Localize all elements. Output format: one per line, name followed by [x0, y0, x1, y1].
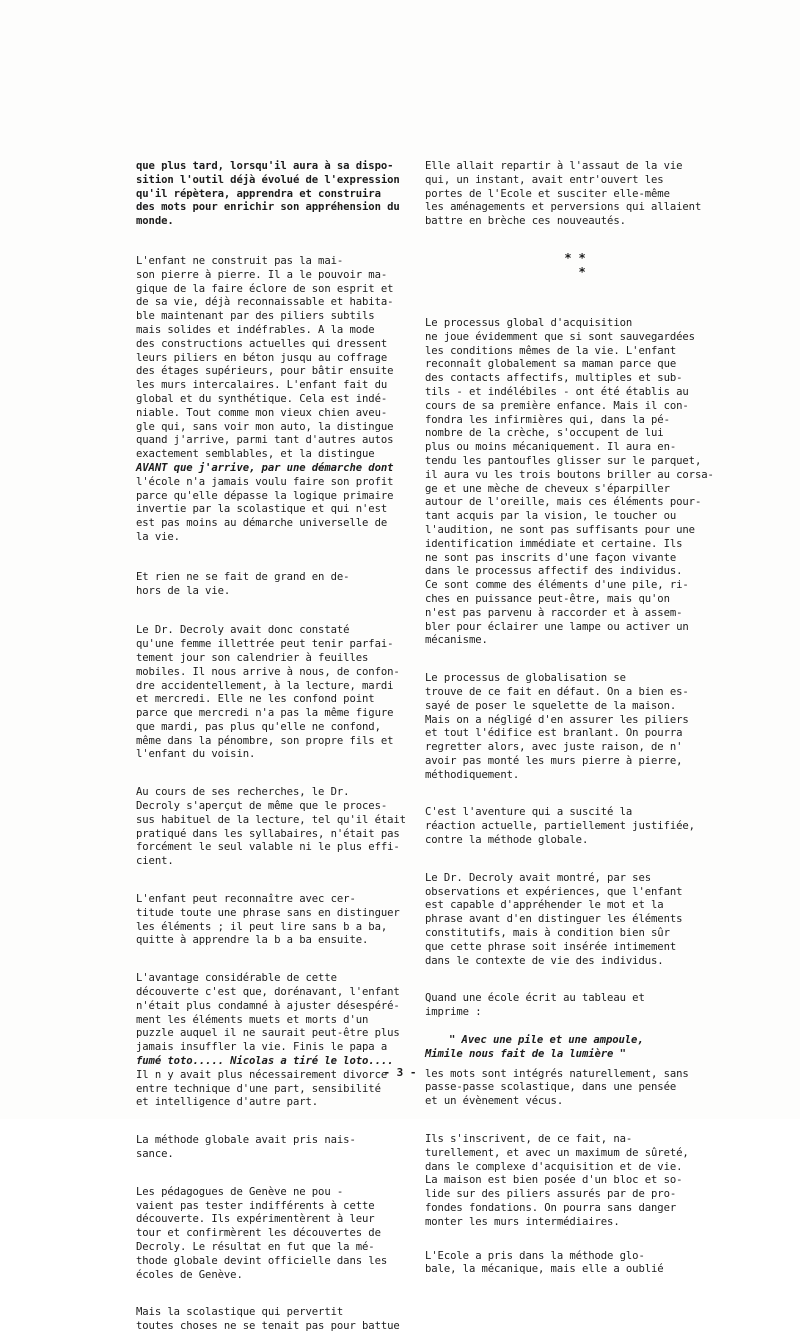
paragraph: [136, 1306, 400, 1334]
text-line: Le Dr. Decroly avait donc constaté: [136, 624, 350, 637]
text-line: découverte. Ils expérimentèrent à leur: [136, 1213, 375, 1226]
text-line: plus ou moins mécaniquement. Il aura en-: [425, 441, 677, 454]
text-line: thode globale devint officielle dans les: [136, 1254, 388, 1267]
text-line: des contacts affectifs, multiples et sub-: [425, 372, 683, 385]
text-line: son pierre à pierre. Il a le pouvoir ma-: [136, 268, 388, 281]
text-line: est capable d'appréhender le mot et la: [425, 899, 664, 912]
text-line: entre technique d'une part, sensibilité: [136, 1082, 381, 1095]
text-line: La maison est bien posée d'un bloc et so-: [425, 1174, 683, 1187]
text-line: fondra les infirmières qui, dans la pé-: [425, 413, 670, 426]
text-line: bler pour éclairer une lampe ou activer un: [425, 620, 689, 633]
text-line: parce qu'elle dépasse la logique primaire: [136, 489, 394, 502]
text-line: les murs intercalaires. L'enfant fait du: [136, 379, 388, 392]
text-line: dans le processus affectif des individus.: [425, 565, 683, 578]
text-line: lide sur des piliers assurés par de pro-: [425, 1188, 677, 1201]
text-line: fondes fondations. On pourra sans danger: [425, 1202, 677, 1215]
text-line: mais solides et indéfrables. A la mode: [136, 323, 375, 336]
text-line: Ils s'inscrivent, de ce fait, na-: [425, 1133, 633, 1146]
text-line: passe-passe scolastique, dans une pensée: [425, 1081, 677, 1094]
text-line: battre en brèche ces nouveautés.: [425, 215, 626, 228]
text-line: Ce sont comme des éléments d'une pile, ri-: [425, 579, 689, 592]
text-line: les aménagements et perversions qui allaient: [425, 201, 702, 214]
text-line: autour de l'oreille, mais ces éléments pour-: [425, 496, 702, 509]
text-line: qu'il répètera, apprendra et construira: [136, 187, 381, 200]
text-line: cient.: [136, 855, 174, 868]
text-line: mobiles. Il nous arrive à nous, de confon-: [136, 665, 400, 678]
text-line: l'école n'a jamais voulu faire son profit: [136, 475, 394, 488]
text-line: découverte c'est que, dorénavant, l'enfant: [136, 986, 400, 999]
text-line: sance.: [136, 1148, 174, 1161]
text-line: ne joue évidemment que si sont sauvegardées: [425, 330, 695, 343]
paragraph: [136, 571, 386, 599]
paragraph: [425, 1133, 725, 1230]
text-line: Decroly s'aperçut de même que le proces-: [136, 800, 388, 813]
text-line: dans le complexe d'acquisition et de vie.: [425, 1160, 683, 1173]
paragraph: [425, 806, 725, 847]
text-line: toutes choses ne se tenait pas pour battue: [136, 1320, 400, 1333]
text-line: Le processus de globalisation se: [425, 672, 626, 685]
text-line: Au cours de ses recherches, le Dr.: [136, 786, 350, 799]
text-line: quitte à apprendre la b a ba ensuite.: [136, 934, 369, 947]
text-line: n'est pas parvenu à raccorder et à assem-: [425, 606, 683, 619]
text-line: Le Dr. Decroly avait montré, par ses: [425, 871, 652, 884]
text-line: sition l'outil déjà évolué de l'expression: [136, 173, 400, 186]
text-line: ches en puissance peut-être, mais qu'on: [425, 592, 670, 605]
text-line: fumé toto..... Nicolas a tiré le loto....: [136, 1055, 394, 1068]
text-line: sus habituel de la lecture, tel qu'il était: [136, 813, 406, 826]
text-line: Mais on a négligé d'en assurer les piliers: [425, 713, 689, 726]
text-line: et intelligence d'autre part.: [136, 1096, 319, 1109]
text-line: jamais insuffler la vie. Finis le papa a: [136, 1041, 388, 1054]
separator-asterisks: * *: [564, 250, 586, 265]
section-separator: [425, 251, 725, 279]
text-line: Decroly. Le résultat en fut que la mé-: [136, 1241, 375, 1253]
right-column: [425, 160, 725, 1277]
text-line: que plus tard, lorsqu'il aura à sa dispo-: [136, 160, 394, 172]
paragraph: [425, 992, 725, 1020]
text-line: Le processus global d'acquisition: [425, 316, 633, 329]
text-line: Et rien ne se fait de grand en de-: [136, 570, 350, 583]
paragraph: [136, 254, 394, 545]
text-line: constitutifs, mais à condition bien sûr: [425, 927, 670, 940]
quote-line: Mimile nous fait de la lumière ": [425, 1047, 626, 1060]
text-line: il aura vu les trois boutons briller au corsa-: [425, 468, 714, 481]
text-line: sayé de poser le squelette de la maison.: [425, 699, 677, 712]
text-line: turellement, et avec un maximum de sûreté,: [425, 1146, 689, 1159]
paragraph: [136, 1186, 386, 1283]
text-line: des mots pour enrichir son appréhension du: [136, 201, 400, 214]
separator-asterisk: *: [578, 264, 586, 279]
text-line: monde.: [136, 215, 174, 228]
paragraph: [136, 1134, 386, 1162]
text-line: méthodiquement.: [425, 768, 520, 781]
text-line: bale, la mécanique, mais elle a oublié: [425, 1263, 664, 1276]
text-line: avoir pas monté les murs pierre à pierre,: [425, 754, 683, 767]
text-line: identification immédiate et certaine. Ils: [425, 537, 683, 550]
text-line: que mardi, pas plus qu'elle ne confond,: [136, 720, 381, 733]
text-line: nombre de la crèche, s'occupent de lui: [425, 427, 664, 440]
text-line: C'est l'aventure qui a suscité la: [425, 806, 633, 819]
paragraph: [425, 872, 725, 969]
text-line: ge et une mèche de cheveux s'éparpiller: [425, 482, 670, 495]
text-line: mécanisme.: [425, 634, 488, 647]
text-line: leurs piliers en béton jusqu au coffrage: [136, 351, 388, 364]
text-line: portes de l'Ecole et susciter elle-même: [425, 187, 670, 200]
text-line: L'enfant peut reconnaître avec cer-: [136, 893, 356, 906]
text-line: La méthode globale avait pris nais-: [136, 1134, 356, 1147]
text-line: Les pédagogues de Genève ne pou -: [136, 1185, 344, 1198]
paragraph: [136, 624, 400, 762]
text-line: parce que mercredi n'a pas la même figure: [136, 707, 394, 720]
text-line: reconnaît globalement sa maman parce que: [425, 358, 677, 371]
quote-line: " Avec une pile et une ampoule,: [449, 1034, 644, 1047]
text-line: gique de la faire éclore de son esprit et: [136, 282, 394, 295]
text-line: l'enfant du voisin.: [136, 748, 256, 761]
text-line: tils - et indélébiles - ont été établis au: [425, 385, 689, 398]
text-line: que cette phrase soit insérée intimement: [425, 940, 677, 953]
text-line: cours de sa première enfance. Mais il con-: [425, 399, 689, 412]
text-line: tant acquis par la vision, le toucher ou: [425, 510, 677, 523]
text-line: et mercredi. Elle ne les confond point: [136, 693, 375, 706]
text-line: dans le contexte de vie des individus.: [425, 954, 664, 967]
text-line: contre la méthode globale.: [425, 834, 589, 847]
text-line: n'était plus condamné à ajuster désespéré-: [136, 999, 400, 1012]
text-line: vaient pas tester indifférents à cette: [136, 1199, 375, 1212]
text-line: écoles de Genève.: [136, 1268, 243, 1281]
text-line: ble maintenant par des piliers subtils: [136, 310, 375, 323]
text-line: les conditions mêmes de la vie. L'enfant: [425, 344, 677, 357]
paragraph: [136, 972, 400, 1110]
text-line: les mots sont intégrés naturellement, sans: [425, 1067, 689, 1080]
paragraph: [425, 1250, 725, 1278]
text-line: AVANT que j'arrive, par une démarche dont: [136, 461, 394, 474]
text-line: des étages supérieurs, pour bâtir ensuite: [136, 365, 394, 378]
paragraph: [136, 893, 400, 948]
text-line: phrase avant d'en distinguer les éléments: [425, 913, 683, 926]
text-line: qui, un instant, avait entr'ouvert les: [425, 173, 664, 186]
text-line: Elle allait repartir à l'assaut de la vie: [425, 160, 683, 172]
text-line: et un évènement vécus.: [425, 1095, 564, 1108]
text-line: exactement semblables, et la distingue: [136, 448, 375, 461]
text-line: monter les murs intermédiaires.: [425, 1215, 620, 1228]
text-line: ne sont pas inscrits d'une façon vivante: [425, 551, 677, 564]
page-number: - 3 -: [383, 1066, 417, 1079]
quoted-example: [425, 1034, 725, 1062]
text-line: et tout l'édifice est branlant. On pourra: [425, 727, 683, 740]
text-line: trouve de ce fait en défaut. On a bien es-: [425, 685, 689, 698]
text-line: l'audition, ne sont pas suffisants pour une: [425, 523, 695, 536]
text-line: même dans la pénombre, son propre fils et: [136, 734, 394, 747]
text-line: L'enfant ne construit pas la mai-: [136, 254, 344, 267]
left-column: [136, 160, 406, 1334]
text-line: L'Ecole a pris dans la méthode glo-: [425, 1249, 645, 1262]
paragraph: [425, 672, 725, 782]
text-line: titude toute une phrase sans en distinguer: [136, 906, 400, 919]
text-line: niable. Tout comme mon vieux chien aveu-: [136, 406, 388, 419]
paragraph: [425, 317, 725, 648]
text-line: de sa vie, déjà reconnaissable et habita-: [136, 296, 394, 309]
paragraph: [136, 786, 406, 869]
text-line: des constructions actuelles qui dressent: [136, 337, 388, 350]
text-line: puzzle auquel il ne saurait peut-être plus: [136, 1027, 400, 1040]
text-line: global et du synthétique. Cela est indé-: [136, 392, 388, 405]
text-line: la vie.: [136, 530, 180, 543]
text-line: forcément le seul valable ni le plus effi-: [136, 841, 400, 854]
paragraph: [425, 160, 725, 229]
text-line: pratiqué dans les syllabaires, n'était pas: [136, 827, 400, 840]
text-line: Mais la scolastique qui pervertit: [136, 1306, 344, 1319]
paragraph: [136, 160, 400, 229]
text-line: qu'une femme illettrée peut tenir parfai-: [136, 638, 394, 651]
text-line: invertie par la scolastique et qui n'est: [136, 503, 388, 516]
text-line: observations et expériences, que l'enfant: [425, 885, 683, 898]
text-line: Quand une école écrit au tableau et: [425, 992, 645, 1005]
text-line: tour et confirmèrent les découvertes de: [136, 1227, 381, 1240]
text-line: gle qui, sans voir mon auto, la distingue: [136, 420, 394, 433]
text-line: les éléments ; il peut lire sans b a ba,: [136, 920, 388, 933]
text-line: imprime :: [425, 1006, 482, 1019]
text-line: réaction actuelle, partiellement justifiée,: [425, 820, 695, 833]
text-line: dre accidentellement, à la lecture, mardi: [136, 679, 394, 692]
text-line: hors de la vie.: [136, 584, 231, 597]
text-line: ment les éléments muets et morts d'un: [136, 1013, 369, 1026]
text-line: tendu les pantoufles glisser sur le parquet,: [425, 454, 702, 467]
text-line: est pas moins au démarche universelle de: [136, 517, 388, 530]
text-line: tement jour son calendrier à feuilles: [136, 651, 369, 664]
text-line: regretter alors, avec juste raison, de n': [425, 741, 683, 754]
text-line: Il n y avait plus nécessairement divorce: [136, 1068, 388, 1081]
text-line: quand j'arrive, parmi tant d'autres autos: [136, 434, 394, 447]
text-line: L'avantage considérable de cette: [136, 972, 337, 985]
